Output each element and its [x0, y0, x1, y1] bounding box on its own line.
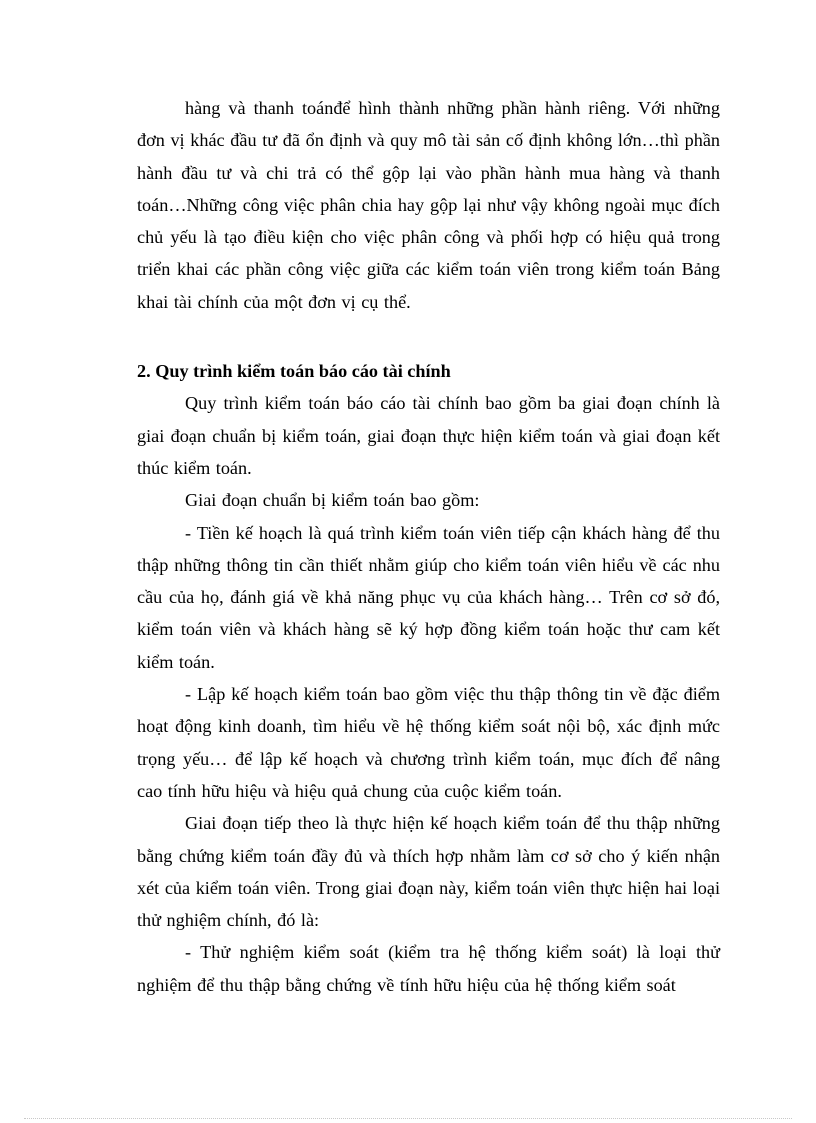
- paragraph-pre-planning: - Tiền kế hoạch là quá trình kiểm toán viên tiếp cận khách hàng để thu thập những thông tin cần thiết nhằm giúp cho kiểm toán viên hiểu về các nhu cầu của họ, đánh giá về khả năng phục vụ của khách hàng… Trên cơ sở đó, kiểm toán viên và khách hàng sẽ ký hợp đồng kiểm toán hoặc thư cam kết kiểm toán.: [137, 522, 720, 672]
- paragraph-process-overview: Quy trình kiểm toán báo cáo tài chính bao gồm ba giai đoạn chính là giai đoạn chuẩn bị kiểm toán, giai đoạn thực hiện kiểm toán và giai đoạn kết thúc kiểm toán.: [137, 393, 720, 478]
- paragraph-preparation-intro: Giai đoạn chuẩn bị kiểm toán bao gồm:: [185, 490, 480, 511]
- paragraph-execution-phase: Giai đoạn tiếp theo là thực hiện kế hoạch kiểm toán để thu thập những bằng chứng kiểm toán đầy đủ và thích hợp nhằm làm cơ sở cho ý kiến nhận xét của kiểm toán viên. Trong giai đoạn này, kiểm toán viên thực hiện hai loại thử nghiệm chính, đó là:: [137, 813, 720, 931]
- paragraph-control-tests: - Thử nghiệm kiểm soát (kiểm tra hệ thống kiểm soát) là loại thử nghiệm để thu thập bằng chứng về tính hữu hiệu của hệ thống kiểm soát: [137, 942, 720, 995]
- page-bottom-divider: [24, 1118, 792, 1119]
- paragraph-audit-planning: - Lập kế hoạch kiểm toán bao gồm việc thu thập thông tin về đặc điểm hoạt động kinh doanh, tìm hiểu về hệ thống kiểm soát nội bộ, xác định mức trọng yếu… để lập kế hoạch và chương trình kiểm toán, mục đích để nâng cao tính hữu hiệu và hiệu quả chung của cuộc kiểm toán.: [137, 684, 720, 801]
- intro-paragraph: hàng và thanh toánđể hình thành những phần hành riêng. Với những đơn vị khác đầu tư đã ổn định và quy mô tài sản cố định không lớn…thì phần hành đầu tư và chi trả có thể gộp lại vào phần hành mua hàng và thanh toán…Những công việc phân chia hay gộp lại như vậy không ngoài mục đích chủ yếu là tạo điều kiện cho việc phân công và phối hợp có hiệu quả trong triển khai các phần công việc giữa các kiểm toán viên trong kiểm toán Bảng khai tài chính của một đơn vị cụ thể.: [137, 98, 720, 312]
- document-page: [137, 92, 720, 1001]
- section-heading: 2. Quy trình kiểm toán báo cáo tài chính: [137, 361, 451, 382]
